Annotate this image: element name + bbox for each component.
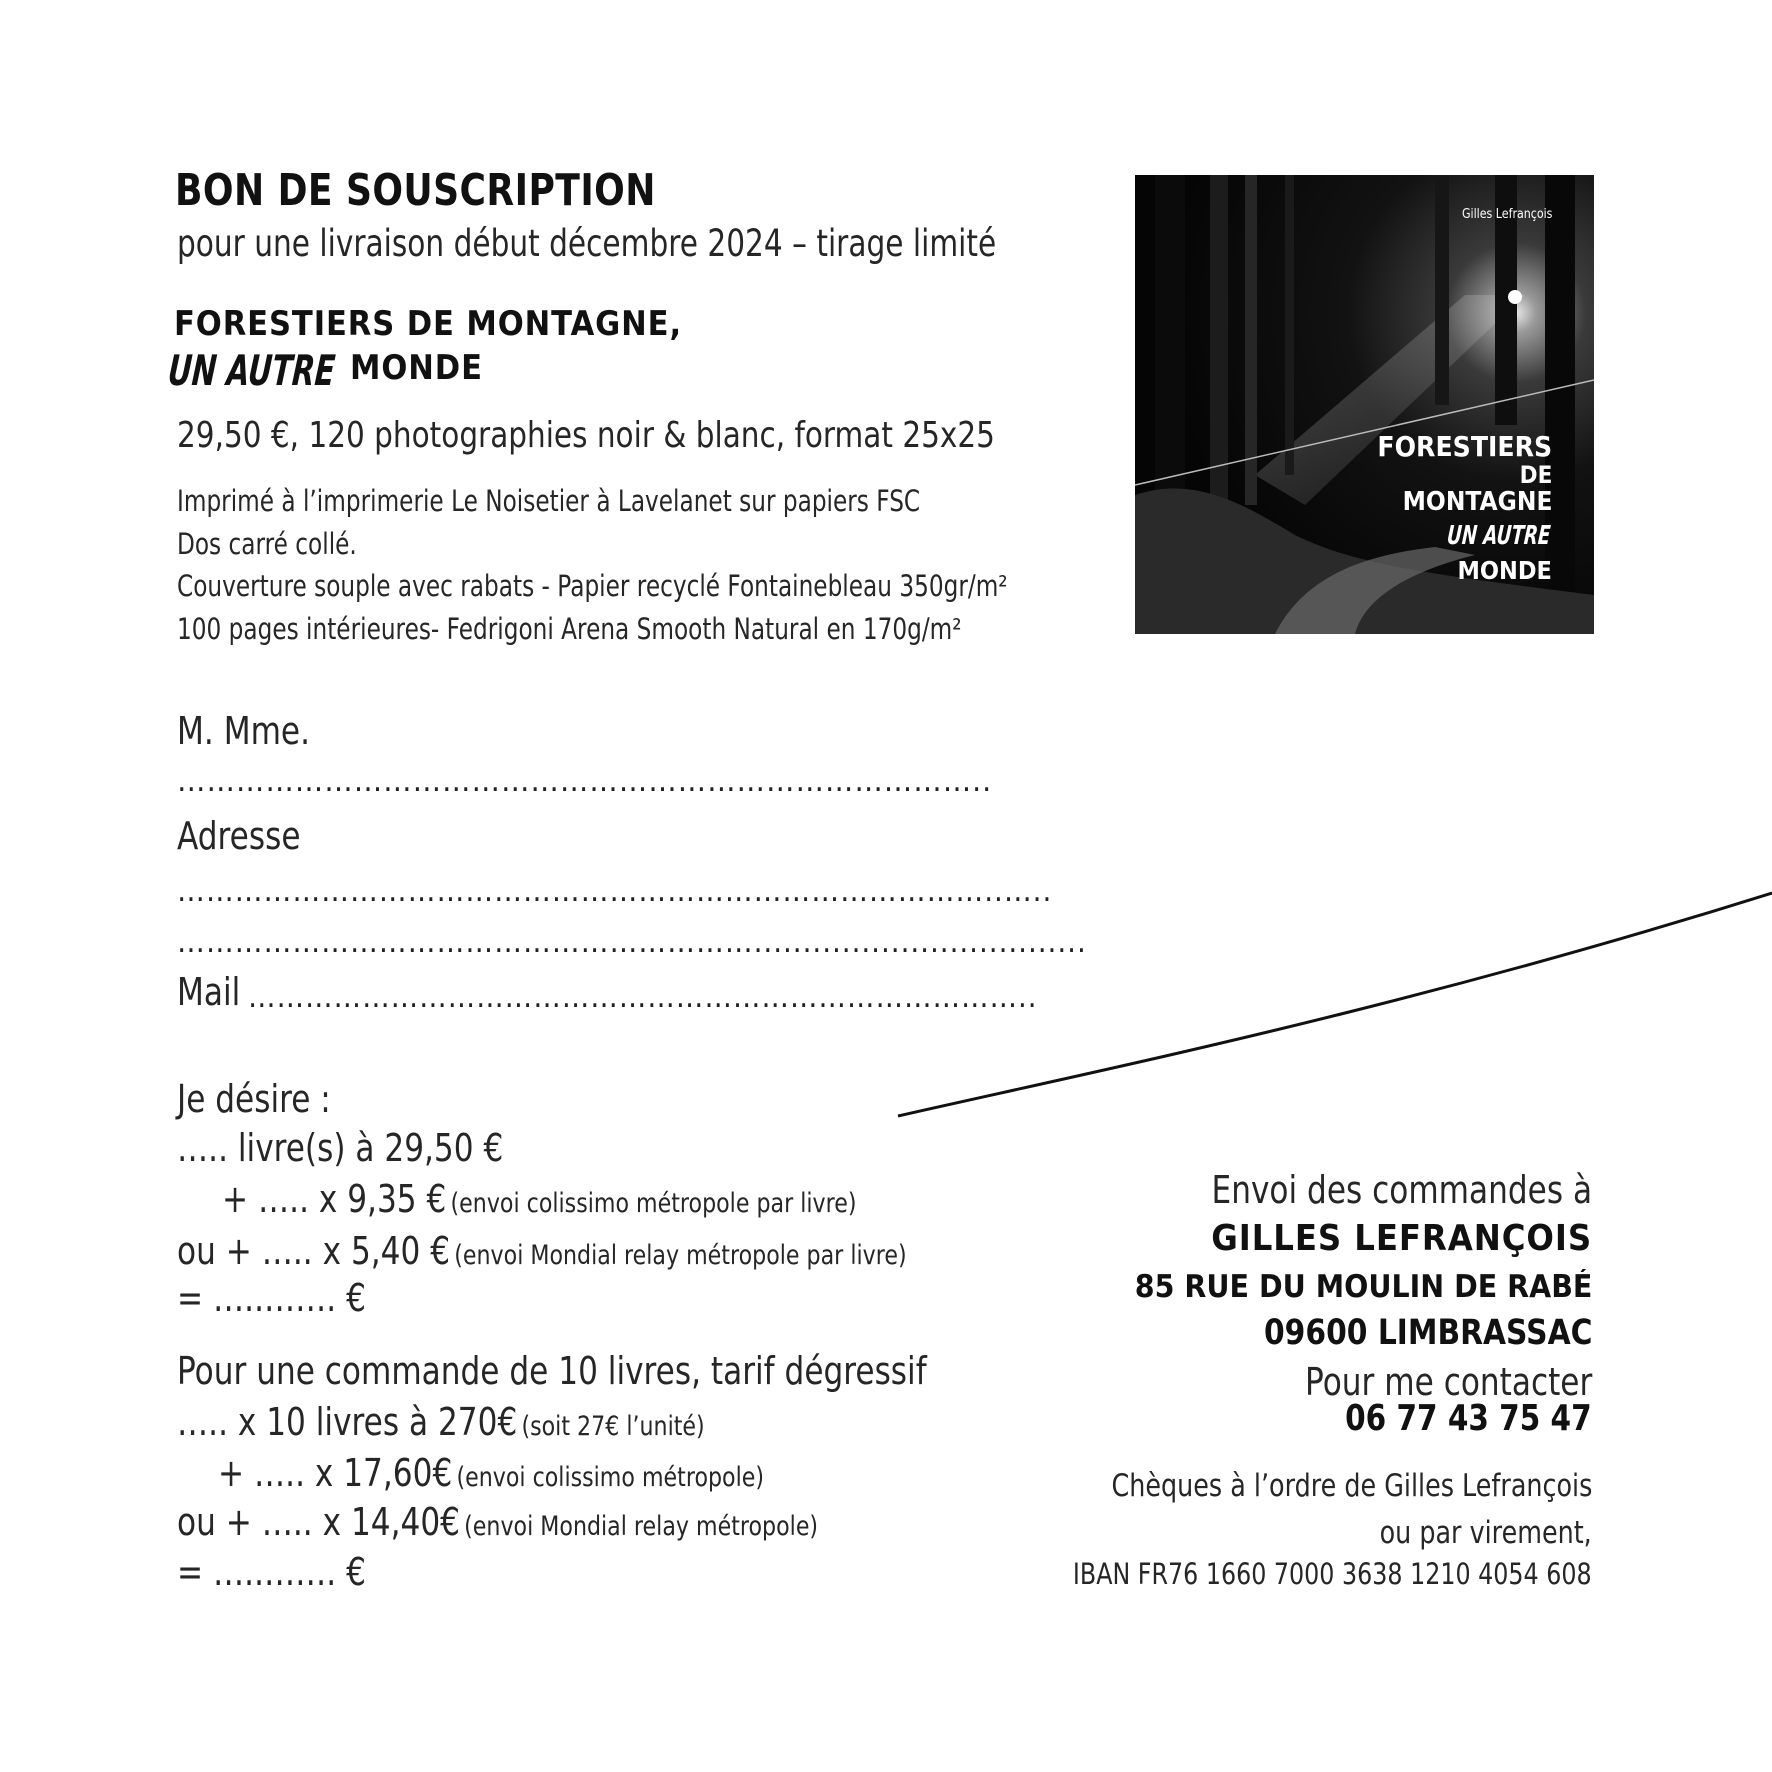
transfer-instructions: ou par virement, (1379, 1515, 1592, 1551)
order-books-line[interactable]: ….. livre(s) à 29,50 € (177, 1126, 504, 1170)
cover-title-5: MONDE (1457, 556, 1552, 585)
book-title-line2: MONDE (350, 348, 483, 388)
book-title-line1: FORESTIERS DE MONTAGNE, (174, 304, 683, 344)
bulk-books-line[interactable]: ….. x 10 livres à 270€ (soit 27€ l’unité) (177, 1400, 705, 1444)
address-field-2[interactable]: …………………………………………………….................................. (177, 925, 1087, 960)
order-total-line[interactable]: = …..……. € (177, 1276, 366, 1320)
name-label: M. Mme. (177, 709, 311, 753)
address-field-1[interactable]: …………………………………………………………………………..….. (177, 874, 1053, 909)
mail-label: Mail (177, 970, 241, 1014)
spec-line: Couverture souple avec rabats - Papier recyclé Fontainebleau 350gr/m² (177, 569, 1008, 603)
shipping-mondial-line[interactable]: ou + ….. x 5,40 € (envoi Mondial relay métropole par livre) (177, 1229, 907, 1273)
cheque-instructions: Chèques à l’ordre de Gilles Lefrançois (1111, 1468, 1592, 1504)
spec-line: 100 pages intérieures- Fedrigoni Arena Smooth Natural en 170g/m² (177, 612, 962, 646)
cover-title-3: MONTAGNE (1402, 487, 1552, 517)
spec-line: Dos carré collé. (177, 527, 357, 561)
cover-title-1: FORESTIERS (1377, 430, 1552, 463)
book-title-script: UN AUTRE (166, 346, 337, 395)
shipping-colissimo-line[interactable]: + ….. x 9,35 € (envoi colissimo métropole par livre) (222, 1177, 857, 1221)
iban: IBAN FR76 1660 7000 3638 1210 4054 608 (1073, 1557, 1592, 1591)
contact-label: Pour me contacter (1304, 1360, 1592, 1404)
cover-title-4: UN AUTRE (1446, 521, 1552, 551)
price-line: 29,50 €, 120 photographies noir & blanc, format 25x25 (177, 415, 995, 456)
address-label: Adresse (177, 814, 301, 858)
name-field[interactable]: ……………………………………………………………………….. (177, 764, 993, 799)
send-orders-label: Envoi des commandes à (1211, 1168, 1592, 1212)
bulk-total-line[interactable]: = …..……. € (177, 1550, 366, 1594)
phone-number[interactable]: 06 77 43 75 47 (1345, 1398, 1592, 1439)
recipient-city: 09600 LIMBRASSAC (1263, 1313, 1592, 1353)
recipient-name: GILLES LEFRANÇOIS (1211, 1218, 1592, 1259)
order-intro: Je désire : (177, 1077, 331, 1121)
bulk-shipping-colissimo[interactable]: + ….. x 17,60€ (envoi colissimo métropole) (218, 1451, 765, 1495)
cover-title-2: DE (1519, 461, 1552, 489)
mail-field[interactable]: ……………………………………………………………………….. (248, 980, 1038, 1015)
recipient-street: 85 RUE DU MOULIN DE RABÉ (1134, 1269, 1592, 1305)
spec-line: Imprimé à l’imprimerie Le Noisetier à Lavelanet sur papiers FSC (177, 484, 921, 518)
cover-author: Gilles Lefrançois (1461, 207, 1552, 222)
bulk-shipping-mondial[interactable]: ou + ….. x 14,40€ (envoi Mondial relay métropole) (177, 1500, 819, 1544)
bulk-intro: Pour une commande de 10 livres, tarif dégressif (177, 1349, 927, 1393)
form-title: BON DE SOUSCRIPTION (175, 165, 656, 216)
delivery-subtitle: pour une livraison début décembre 2024 – tirage limité (177, 222, 997, 265)
